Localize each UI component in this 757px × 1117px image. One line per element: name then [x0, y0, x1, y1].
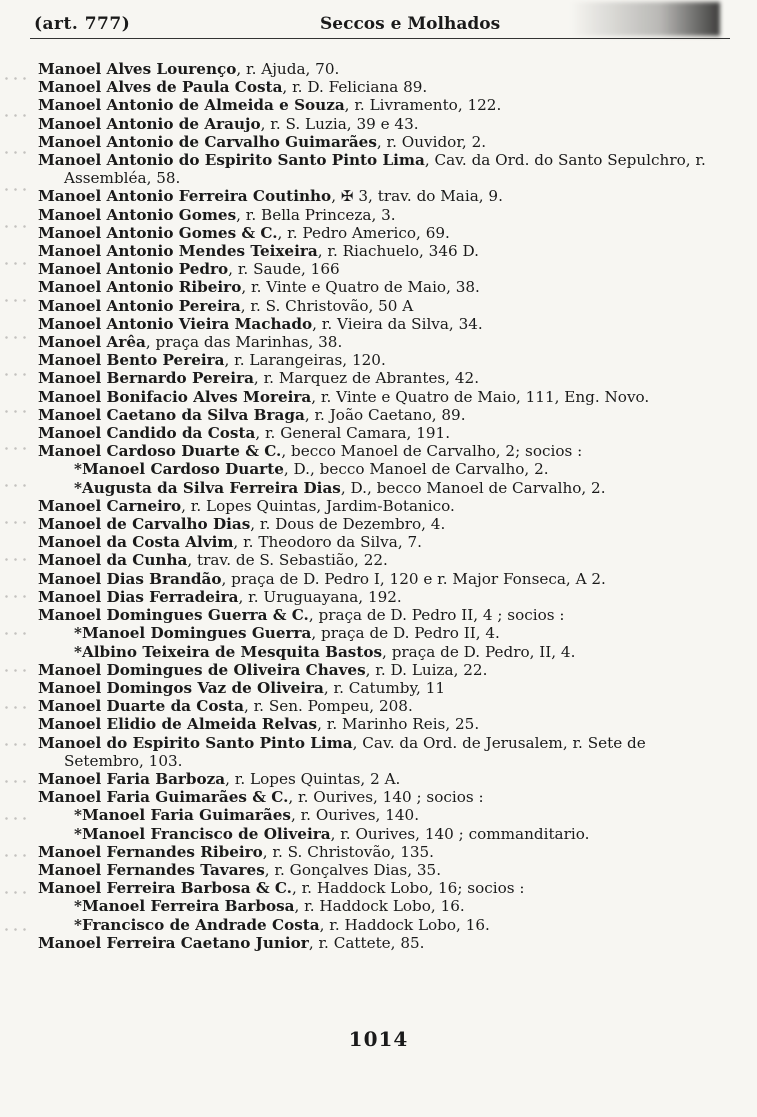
- entry-name: Manoel Antonio Ribeiro: [38, 278, 242, 297]
- page-edge-specks: [2, 60, 26, 960]
- entry-address: , praça de D. Pedro I, 120 e r. Major Fonseca, A 2.: [221, 569, 606, 588]
- entry-name: Manoel Carneiro: [38, 496, 182, 515]
- entry-name: Manoel Antonio de Araujo: [38, 114, 261, 133]
- entry-address: , r. D. Feliciana 89.: [282, 78, 428, 97]
- entry-address: , r. Vieira da Silva, 34.: [312, 314, 483, 333]
- entry-name: Manoel Antonio Vieira Machado: [38, 314, 313, 333]
- entry-name: Manoel Caetano da Silva Braga: [38, 405, 305, 424]
- entry-name: Manoel Alves de Paula Costa: [38, 78, 283, 97]
- entry-address: , r. Vinte e Quatro de Maio, 111, Eng. Novo.: [311, 387, 650, 406]
- directory-entry: [38, 242, 728, 260]
- entry-address: , becco Manoel de Carvalho, 2; socios :: [281, 442, 583, 461]
- header-rule: [30, 38, 730, 39]
- entry-name: Manoel Fernandes Ribeiro: [38, 842, 263, 861]
- entry-address: , r. Theodoro da Silva, 7.: [233, 533, 422, 552]
- directory-entry: [38, 96, 728, 114]
- entry-name: Manoel Antonio Ferreira Coutinho: [38, 187, 332, 206]
- directory-entry: [38, 297, 728, 315]
- directory-entry: [38, 115, 728, 133]
- entry-name: Manoel Candido da Costa: [38, 424, 256, 443]
- directory-entry: [38, 734, 728, 770]
- article-reference: (art. 777): [34, 14, 131, 34]
- entry-name: Manoel Domingues de Oliveira Chaves: [38, 660, 366, 679]
- directory-entry: [38, 424, 728, 442]
- directory-entry: [38, 588, 728, 606]
- entry-name: Manoel Antonio Gomes & C.: [38, 223, 278, 242]
- directory-entry: [38, 843, 728, 861]
- partner-entry: [38, 806, 728, 824]
- entry-address: , r. Livramento, 122.: [344, 96, 502, 115]
- partner-entry: [38, 479, 728, 497]
- entry-address: , r. D. Luiza, 22.: [365, 660, 488, 679]
- partner-entry: [38, 460, 728, 478]
- entry-name: Manoel Antonio Gomes: [38, 205, 237, 224]
- entry-name: *Francisco de Andrade Costa: [74, 915, 320, 934]
- entry-name: Manoel Antonio do Espirito Santo Pinto Lima: [38, 151, 425, 170]
- entry-address: , r. Catumby, 11: [323, 678, 446, 697]
- entry-name: Manoel Antonio Pedro: [38, 260, 229, 279]
- entry-name: *Albino Teixeira de Mesquita Bastos: [74, 642, 383, 661]
- partner-entry: [38, 825, 728, 843]
- entry-name: Manoel Fernandes Tavares: [38, 860, 265, 879]
- partner-entry: [38, 643, 728, 661]
- entry-address: , ✠ 3, trav. do Maia, 9.: [331, 187, 503, 206]
- entry-address: , Cav. da Ord. de Jerusalem, r. Sete de Setembro, 103.: [64, 733, 646, 770]
- entry-name: *Augusta da Silva Ferreira Dias: [74, 478, 341, 497]
- directory-entry: [38, 679, 728, 697]
- entry-address: , r. Saude, 166: [228, 260, 340, 279]
- directory-entry: [38, 406, 728, 424]
- entry-address: , r. S. Luzia, 39 e 43.: [260, 114, 419, 133]
- directory-entry: [38, 315, 728, 333]
- directory-entry: [38, 533, 728, 551]
- entry-address: , r. Pedro Americo, 69.: [277, 223, 450, 242]
- entry-name: Manoel Antonio de Carvalho Guimarães: [38, 132, 377, 151]
- entry-address: , r. Haddock Lobo, 16.: [294, 897, 465, 916]
- directory-entry: [38, 515, 728, 533]
- entry-name: Manoel Elidio de Almeida Relvas: [38, 715, 318, 734]
- entry-address: , r. João Caetano, 89.: [304, 405, 466, 424]
- entry-name: Manoel Bento Pereira: [38, 351, 225, 370]
- entry-name: Manoel Dias Brandão: [38, 569, 222, 588]
- directory-entry: [38, 879, 728, 897]
- partner-entry: [38, 916, 728, 934]
- entry-address: , r. Marinho Reis, 25.: [317, 715, 480, 734]
- entry-address: , praça de D. Pedro II, 4 ; socios :: [308, 606, 565, 625]
- directory-entry: [38, 78, 728, 96]
- directory-entry: [38, 260, 728, 278]
- entry-name: Manoel da Costa Alvim: [38, 533, 234, 552]
- entry-name: *Manoel Domingues Guerra: [74, 624, 312, 643]
- entry-name: Manoel Ferreira Caetano Junior: [38, 933, 309, 952]
- entry-address: , r. Ourives, 140.: [290, 806, 420, 825]
- entry-address: , r. Marquez de Abrantes, 42.: [253, 369, 480, 388]
- entry-address: , D., becco Manoel de Carvalho, 2.: [283, 460, 549, 479]
- entry-address: , r. S. Christovão, 50 A: [240, 296, 414, 315]
- partner-entry: [38, 897, 728, 915]
- entry-name: Manoel Antonio Pereira: [38, 296, 241, 315]
- entry-address: , r. Ajuda, 70.: [236, 60, 340, 78]
- entry-address: , r. Ouvidor, 2.: [376, 132, 487, 151]
- entry-name: Manoel Domingos Vaz de Oliveira: [38, 678, 324, 697]
- entry-name: Manoel Duarte da Costa: [38, 697, 244, 716]
- directory-entry: [38, 715, 728, 733]
- entry-address: , r. Ourives, 140 ; commanditario.: [330, 824, 590, 843]
- directory-entry: [38, 369, 728, 387]
- entry-address: , r. Sen. Pompeu, 208.: [243, 697, 413, 716]
- entry-address: , r. Cattete, 85.: [308, 933, 425, 952]
- entry-name: Manoel Antonio Mendes Teixeira: [38, 242, 318, 261]
- directory-entry: [38, 133, 728, 151]
- entry-name: Manoel Bernardo Pereira: [38, 369, 254, 388]
- directory-entry: [38, 861, 728, 879]
- entry-name: Manoel Arêa: [38, 333, 146, 352]
- entry-list: [38, 60, 728, 952]
- entry-address: , r. Uruguayana, 192.: [238, 587, 402, 606]
- entry-name: *Manoel Faria Guimarães: [74, 806, 291, 825]
- entry-address: , r. Haddock Lobo, 16.: [319, 915, 490, 934]
- entry-address: , praça das Marinhas, 38.: [145, 333, 343, 352]
- directory-entry: [38, 351, 728, 369]
- partner-entry: [38, 624, 728, 642]
- entry-address: , r. Ourives, 140 ; socios :: [288, 788, 484, 807]
- entry-name: Manoel Faria Guimarães & C.: [38, 788, 289, 807]
- entry-name: Manoel Bonifacio Alves Moreira: [38, 387, 312, 406]
- entry-address: , trav. de S. Sebastião, 22.: [187, 551, 388, 570]
- entry-name: Manoel Cardoso Duarte & C.: [38, 442, 282, 461]
- entry-name: Manoel Antonio de Almeida e Souza: [38, 96, 345, 115]
- entry-address: , r. Riachuelo, 346 D.: [317, 242, 479, 261]
- directory-entry: [38, 388, 728, 406]
- entry-address: , Cav. da Ord. do Santo Sepulchro, r. Assembléa, 58.: [64, 151, 706, 188]
- directory-entry: [38, 770, 728, 788]
- page-header: [30, 14, 730, 38]
- entry-address: , r. Vinte e Quatro de Maio, 38.: [241, 278, 480, 297]
- directory-entry: [38, 606, 728, 624]
- entry-address: , r. Larangeiras, 120.: [224, 351, 386, 370]
- directory-entry: [38, 442, 728, 460]
- section-title: Seccos e Molhados: [320, 14, 501, 34]
- directory-entry: [38, 206, 728, 224]
- entry-address: , r. Dous de Dezembro, 4.: [250, 515, 446, 534]
- entry-name: Manoel do Espirito Santo Pinto Lima: [38, 733, 353, 752]
- directory-entry: [38, 151, 728, 187]
- entry-name: Manoel Dias Ferradeira: [38, 587, 239, 606]
- directory-entry: [38, 697, 728, 715]
- entry-name: Manoel da Cunha: [38, 551, 188, 570]
- directory-entry: [38, 333, 728, 351]
- entry-address: , r. Gonçalves Dias, 35.: [264, 860, 442, 879]
- directory-entry: [38, 224, 728, 242]
- entry-address: , D., becco Manoel de Carvalho, 2.: [340, 478, 606, 497]
- entry-name: *Manoel Cardoso Duarte: [74, 460, 284, 479]
- entry-name: Manoel de Carvalho Dias: [38, 515, 251, 534]
- directory-entry: [38, 497, 728, 515]
- ink-smudge: [570, 2, 720, 36]
- directory-entry: [38, 934, 728, 952]
- entry-address: , r. Bella Princeza, 3.: [236, 205, 396, 224]
- entry-address: , praça de D. Pedro II, 4.: [311, 624, 500, 643]
- entry-address: , r. Haddock Lobo, 16; socios :: [291, 879, 525, 898]
- entry-address: , r. Lopes Quintas, Jardim-Botanico.: [181, 496, 455, 515]
- directory-entry: [38, 278, 728, 296]
- directory-entry: [38, 551, 728, 569]
- directory-entry: [38, 570, 728, 588]
- entry-address: , praça de D. Pedro, II, 4.: [382, 642, 576, 661]
- entry-name: Manoel Faria Barboza: [38, 769, 226, 788]
- entry-address: , r. S. Christovão, 135.: [262, 842, 435, 861]
- entry-address: , r. Lopes Quintas, 2 A.: [225, 769, 401, 788]
- directory-entry: [38, 187, 728, 205]
- entry-name: *Manoel Ferreira Barbosa: [74, 897, 295, 916]
- directory-entry: [38, 788, 728, 806]
- entry-name: Manoel Ferreira Barbosa & C.: [38, 879, 292, 898]
- directory-entry: [38, 60, 728, 78]
- entry-name: Manoel Domingues Guerra & C.: [38, 606, 309, 625]
- entry-name: Manoel Alves Lourenço: [38, 60, 237, 78]
- entry-name: *Manoel Francisco de Oliveira: [74, 824, 331, 843]
- directory-entry: [38, 661, 728, 679]
- page-number: 1014: [348, 1027, 409, 1051]
- entry-address: , r. General Camara, 191.: [255, 424, 451, 443]
